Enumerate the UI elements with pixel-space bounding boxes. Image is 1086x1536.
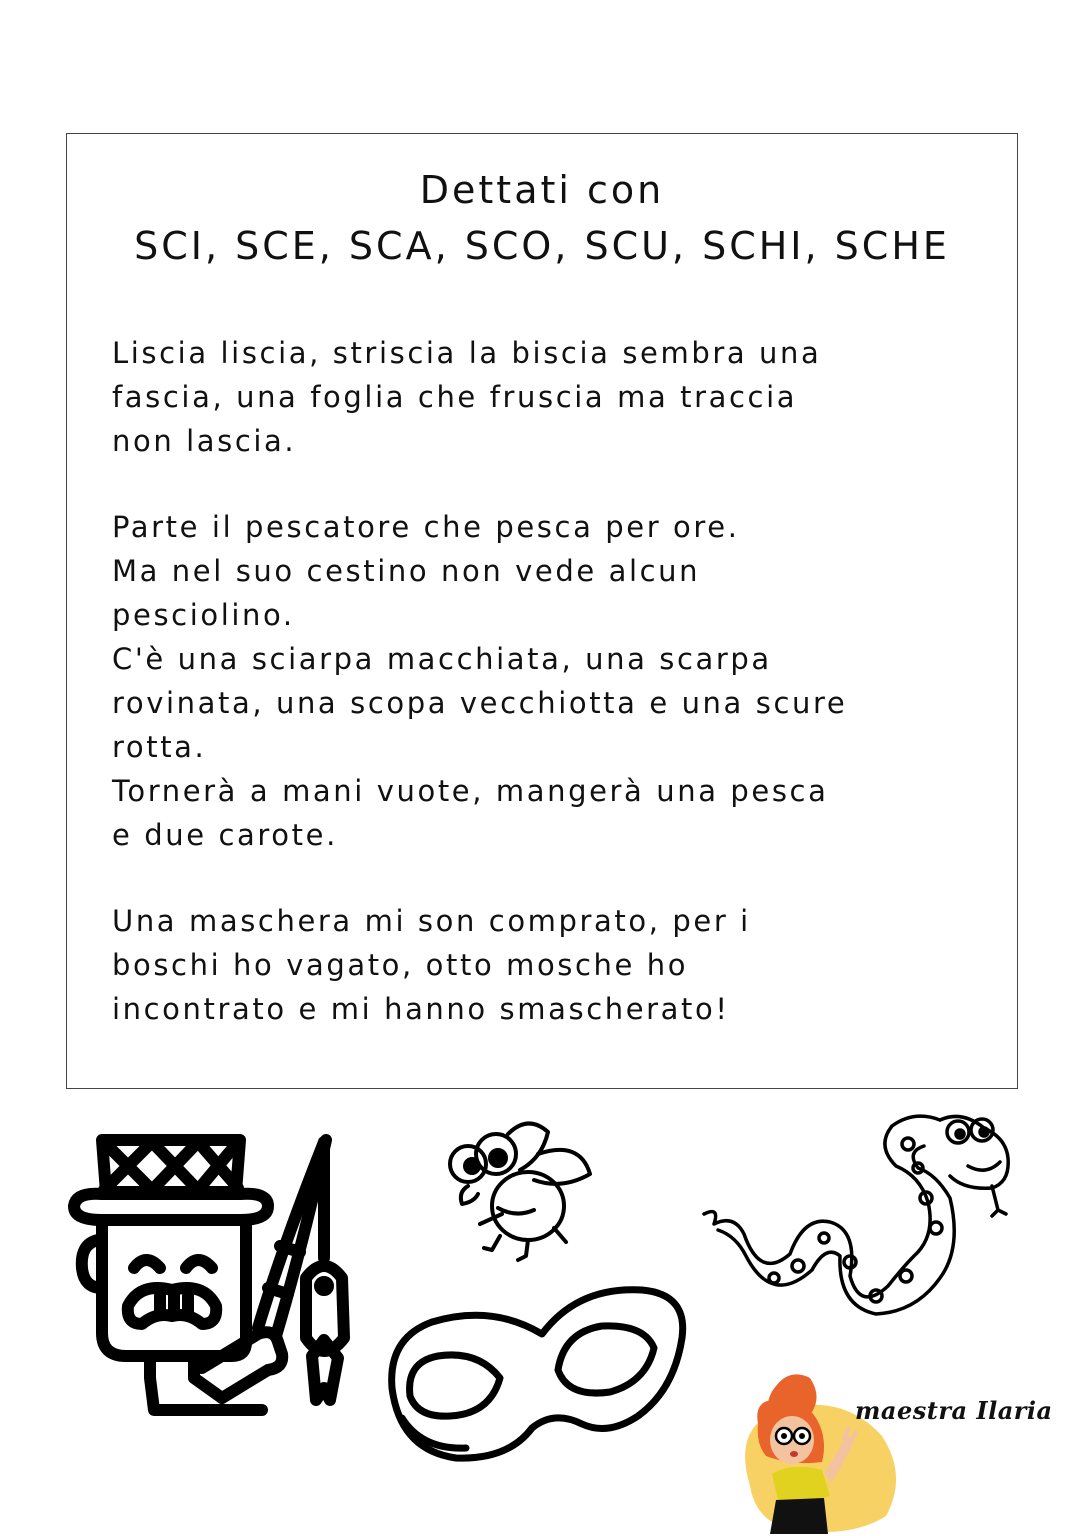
paragraph-mask: Una maschera mi son comprato, per i boschi ho vagato, otto mosche ho incontrato e mi hanno smascherato! [112, 904, 751, 1026]
teacher-avatar-icon [732, 1366, 904, 1534]
title-line-1: Dettati con [419, 168, 665, 212]
paragraph-fisherman: Parte il pescatore che pesca per ore. Ma nel suo cestino non vede alcun pesciolino. C'è una sciarpa macchiata, una scarpa rovinata, una scopa vecchiotta e una scure rotta. Tornerà a mani vuote, mangerà una pesca e due carote. [112, 510, 848, 852]
fly-icon [438, 1114, 598, 1264]
fisherman-icon [62, 1128, 352, 1420]
title-line-2: SCI, SCE, SCA, SCO, SCU, SCHI, SCHE [134, 224, 950, 268]
paragraph-snake: Liscia liscia, striscia la biscia sembra una fascia, una foglia che fruscia ma traccia non lascia. [112, 336, 822, 458]
brand-logo-text: maestra Ilaria [855, 1396, 1053, 1425]
dictation-box [66, 133, 1018, 1089]
snake-icon [700, 1106, 1022, 1338]
mask-icon [382, 1278, 692, 1468]
